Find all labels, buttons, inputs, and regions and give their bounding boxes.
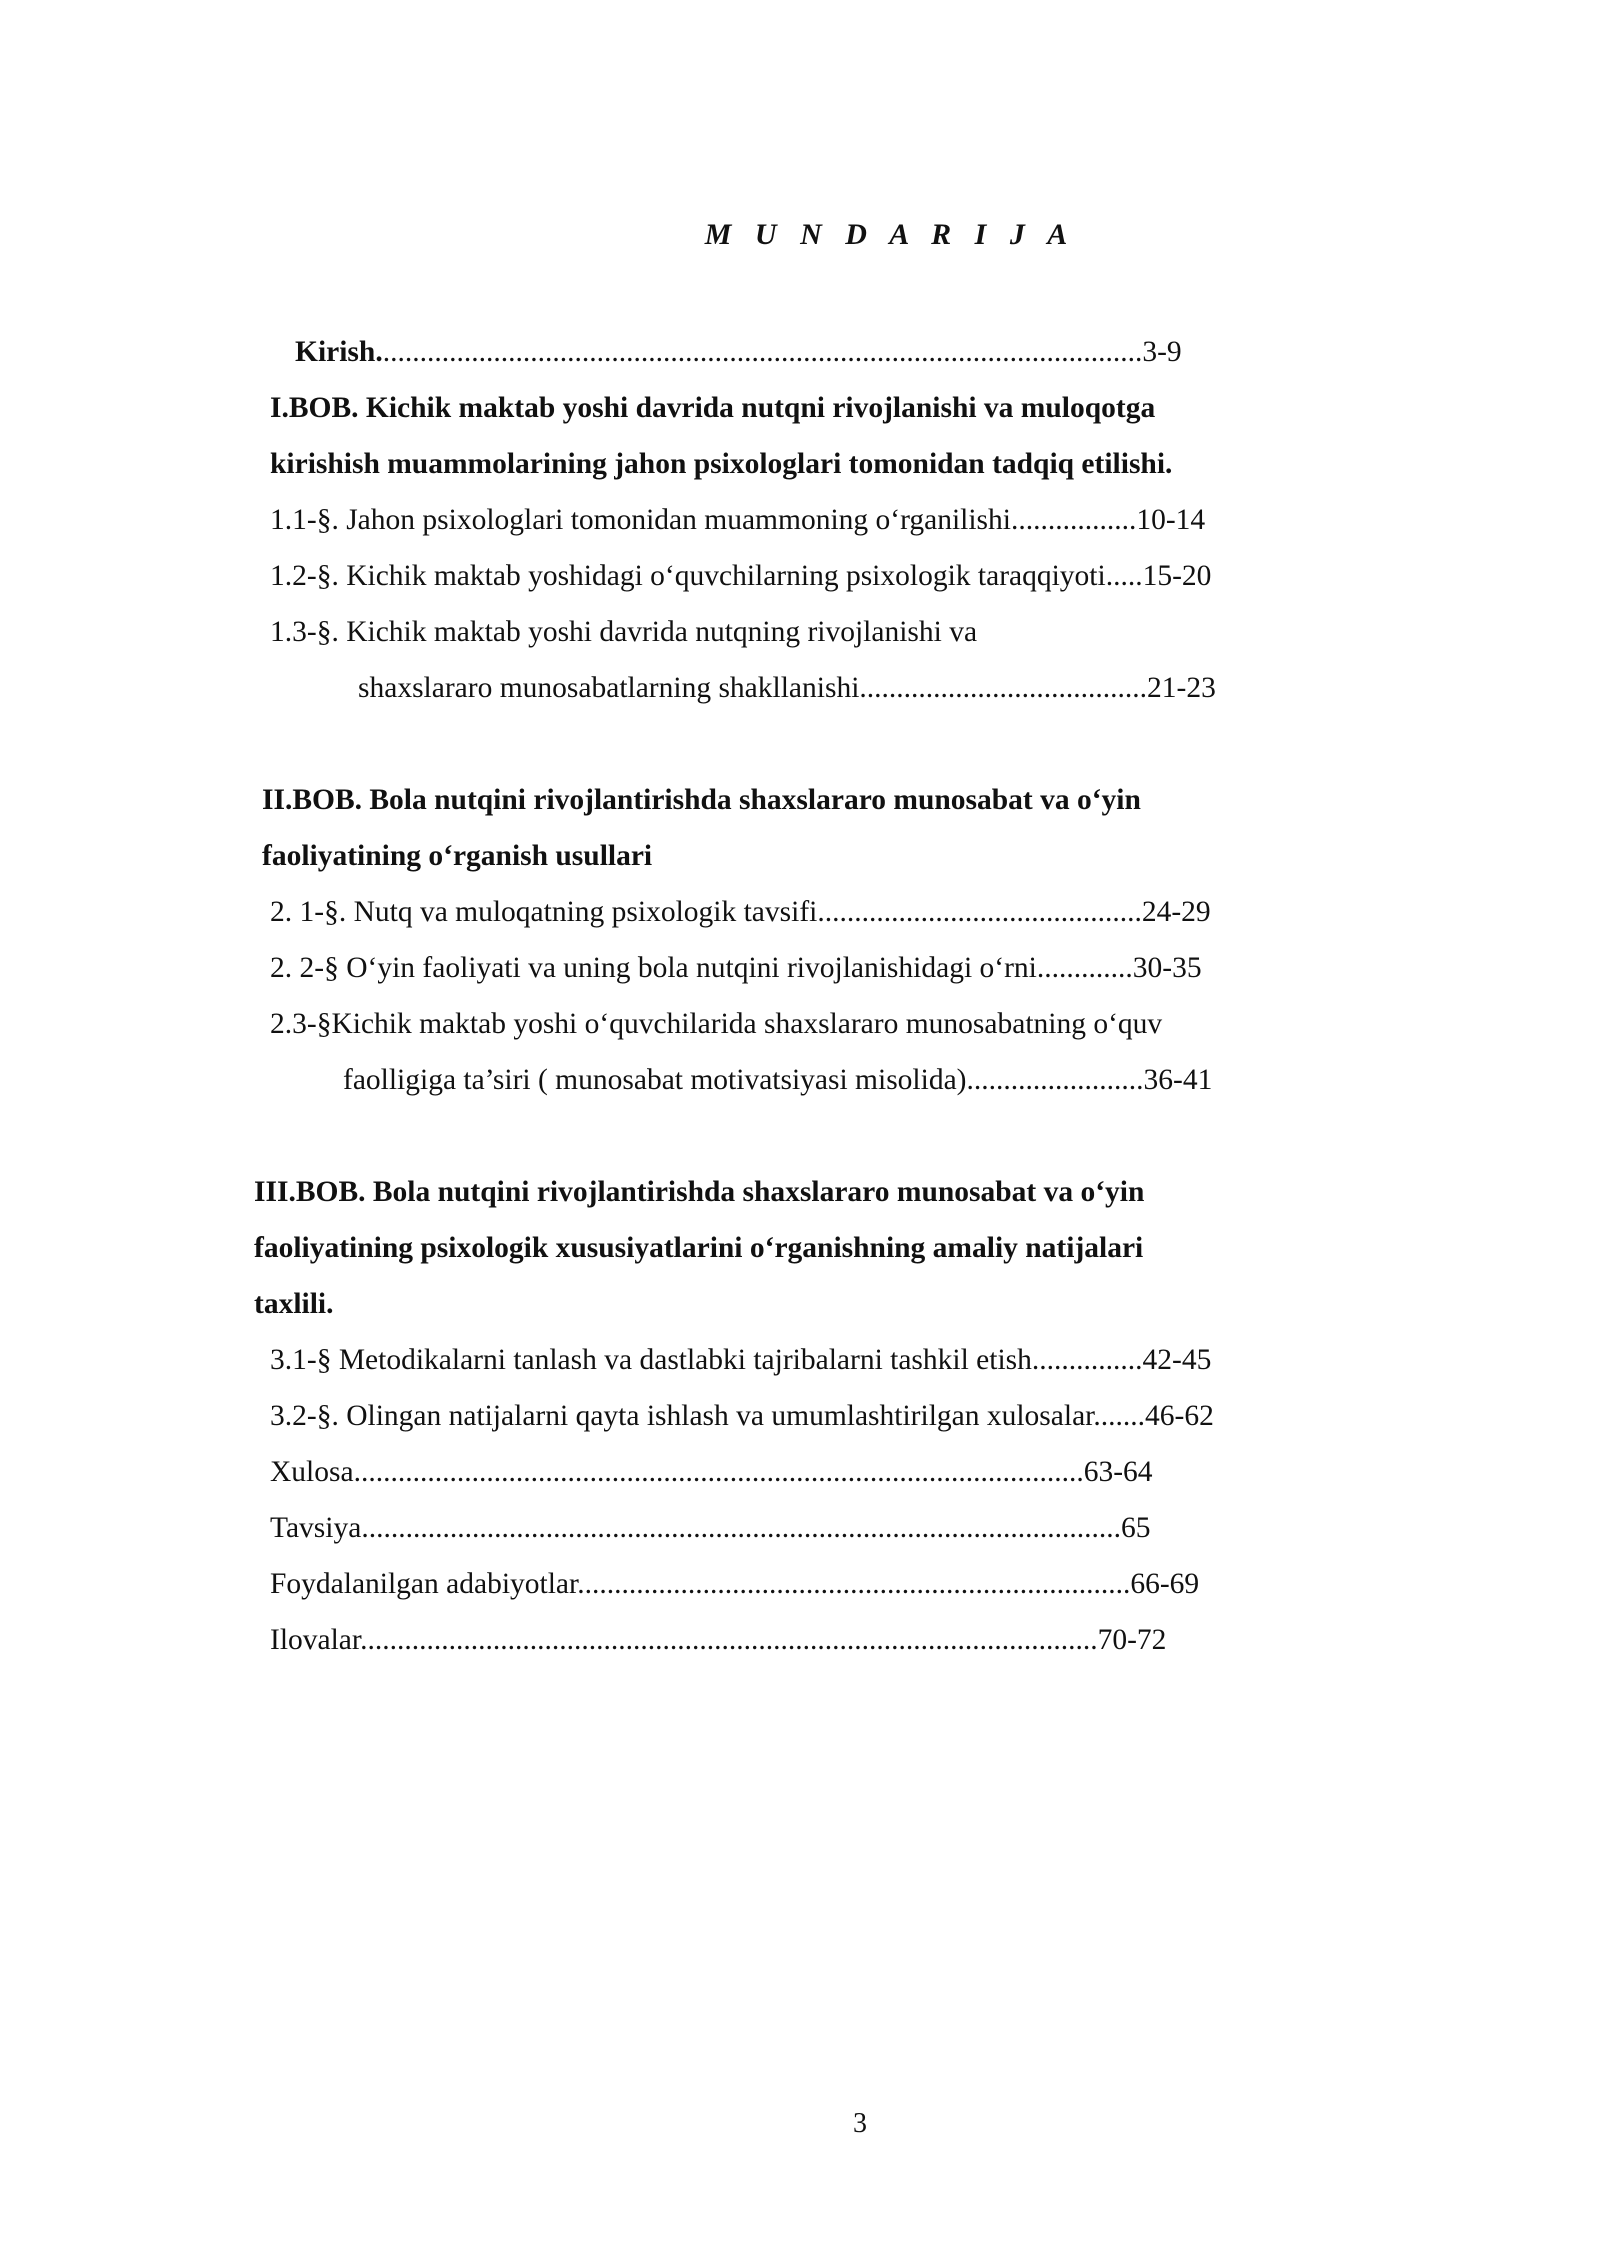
toc-entry-1-1: 1.1-§. Jahon psixologlari tomonidan muammoning o‘rganilishi.................10-14	[270, 504, 1206, 536]
chapter-1-title-line-2: kirishish muammolarining jahon psixologlari tomonidan tadqiq etilishi.	[270, 448, 1173, 480]
chapter-2-title-line-1: II.BOB. Bola nutqini rivojlantirishda shaxslararo munosabat va o‘yin	[262, 784, 1141, 816]
toc-entry-1-3-line-2: shaxslararo munosabatlarning shakllanishi.......................................21-23	[358, 672, 1216, 704]
toc-entry-2-1: 2. 1-§. Nutq va muloqatning psixologik tavsifi............................................24-29	[270, 896, 1211, 928]
toc-entry-conclusion: Xulosa...................................................................................................63-64	[270, 1456, 1153, 1488]
toc-intro-dots-page: .......................................................................................................3-9	[382, 336, 1182, 368]
page-number: 3	[853, 2108, 867, 2139]
toc-entry-2-3-line-2: faolligiga ta’siri ( munosabat motivatsiyasi misolida)........................36-41	[343, 1064, 1213, 1096]
toc-entry-references: Foydalanilgan adabiyotlar...........................................................................66-69	[270, 1568, 1200, 1600]
page-title: M U N D A R I J A	[704, 218, 1076, 251]
toc-entry-intro	[295, 332, 1182, 372]
toc-entry-appendices: Ilovalar....................................................................................................70-72	[270, 1624, 1167, 1656]
toc-entry-3-2: 3.2-§. Olingan natijalarni qayta ishlash va umumlashtirilgan xulosalar.......46-62	[270, 1400, 1214, 1432]
toc-entry-2-3-line-1: 2.3-§Kichik maktab yoshi o‘quvchilarida shaxslararo munosabatning o‘quv	[270, 1008, 1163, 1040]
chapter-2-title-line-2: faoliyatining o‘rganish usullari	[262, 840, 653, 872]
chapter-1-title-line-1: I.BOB. Kichik maktab yoshi davrida nutqni rivojlanishi va muloqotga	[270, 392, 1156, 424]
toc-entry-recommendation: Tavsiya.......................................................................................................65	[270, 1512, 1151, 1544]
chapter-3-title-line-2: faoliyatining psixologik xususiyatlarini o‘rganishning amaliy natijalari	[254, 1232, 1144, 1264]
toc-intro-label: Kirish.	[295, 336, 383, 368]
toc-entry-1-3-line-1: 1.3-§. Kichik maktab yoshi davrida nutqning rivojlanishi va	[270, 616, 978, 648]
toc-entry-3-1: 3.1-§ Metodikalarni tanlash va dastlabki tajribalarni tashkil etish...............42-45	[270, 1344, 1212, 1376]
toc-entry-2-2: 2. 2-§ O‘yin faoliyati va uning bola nutqini rivojlanishidagi o‘rni.............30-35	[270, 952, 1202, 984]
chapter-3-title-line-3: taxlili.	[254, 1288, 334, 1320]
chapter-3-title-line-1: III.BOB. Bola nutqini rivojlantirishda shaxslararo munosabat va o‘yin	[254, 1176, 1145, 1208]
toc-entry-1-2: 1.2-§. Kichik maktab yoshidagi o‘quvchilarning psixologik taraqqiyoti.....15-20	[270, 560, 1212, 592]
